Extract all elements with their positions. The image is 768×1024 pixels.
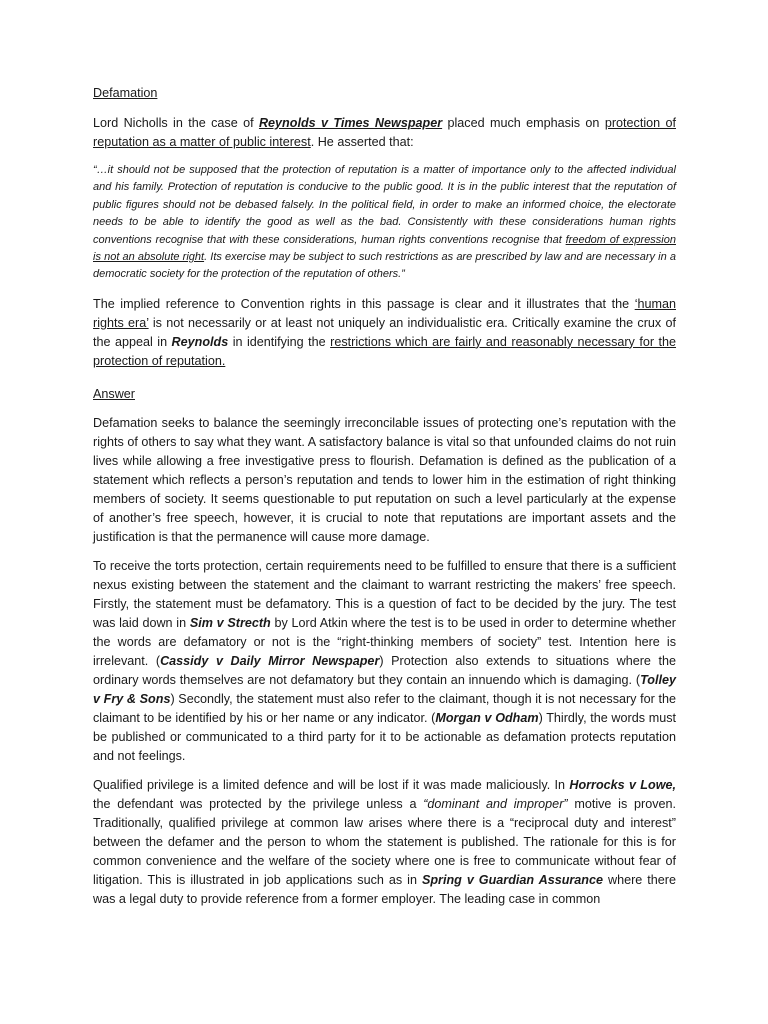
answer-heading	[93, 385, 676, 404]
heading-text: Defamation	[93, 86, 158, 100]
answer-paragraph-1: Defamation seeks to balance the seemingly irreconcilable issues of protecting one’s reputation with the rights of others to say what they want. A satisfactory balance is vital so that unfounded claims do not ruin lives while allowing a free investigative press to flourish. Defamation is defined as the publication of a statement which reflects a person’s reputation and tends to lower him in the estimation of right thinking members of society. It seems questionable to put reputation on such a level particularly at the expense of another’s free speech, however, it is crucial to note that reputations are important assets and the justification is that the permanence will cause more damage.	[93, 415, 676, 544]
paragraph-text: where there was a legal duty to provide reference from a former employer. The leading case in common	[93, 872, 676, 906]
paragraph-text: by Lord Atkin where the test is to be used in order to determine whether the words are defamatory or not is the “right-thinking members of society” test. Intention here is irrelevant. (	[93, 615, 676, 668]
question-intro-text: placed much emphasis on	[442, 116, 605, 130]
quote-underlined-phrase: freedom of expression is not an absolute right	[93, 233, 676, 264]
case-morgan: Morgan v Odham	[435, 710, 539, 725]
paragraph-text: Qualified privilege is a limited defence and will be lost if it was made maliciously. In	[93, 777, 570, 792]
case-tolley: Tolley v Fry & Sons	[93, 672, 676, 706]
quote-text: . Its exercise may be subject to such restrictions as are prescribed by law and are necessary in a democratic society for the protection of the reputation of others.”	[93, 251, 676, 281]
case-reynolds-short: Reynolds	[171, 334, 229, 349]
answer-heading-text: Answer	[93, 386, 135, 401]
quote-text: “…it should not be supposed that the protection of reputation is a matter of importance only to the affected individual and his family. Protection of reputation is conducive to the public good. It is in the public interest that the reputation of public figures should not be debased falsely. In the political field, in order to make an informed choice, the electorate needs to be able to identify the good as well as the bad. Consistently with these considerations human rights conventions recognise that with these considerations, human rights conventions recognise that	[93, 164, 676, 246]
dominant-improper-phrase: “dominant and improper”	[423, 796, 568, 811]
document-page	[93, 84, 676, 909]
restrictions-phrase: restrictions which are fairly and reasonably necessary for the protection of reputation.	[93, 334, 677, 368]
question-intro-text: . He asserted that:	[310, 135, 414, 149]
case-spring: Spring v Guardian Assurance	[421, 872, 604, 887]
case-sim: Sim v Strecth	[189, 615, 271, 630]
document-heading	[93, 84, 676, 103]
answer-paragraph-3	[93, 776, 676, 909]
question-intro	[93, 114, 676, 152]
answer-paragraph-2	[93, 557, 676, 766]
paragraph-text: ) Protection also extends to situations where the ordinary words themselves are not defamatory but they contain an innuendo which is damaging. (	[93, 653, 676, 687]
human-rights-era: ‘human rights era’	[93, 296, 676, 330]
question-task	[93, 295, 676, 371]
paragraph-text: ) Thirdly, the words must be published or communicated to a third party for it to be actionable as defamation protects reputation and not feelings.	[93, 710, 676, 763]
paragraph-text: To receive the torts protection, certain requirements need to be fulfilled to ensure that there is a sufficient nexus existing between the statement and the claimant to warrant restricting the makers’ free speech. Firstly, the statement must be defamatory. This is a question of fact to be decided by the jury. The test was laid down in	[93, 558, 676, 630]
paragraph-text: ) Secondly, the statement must also refer to the claimant, though it is not necessary for the claimant to be identified by his or her name or any indicator. (	[93, 691, 676, 725]
paragraph-text: the defendant was protected by the privilege unless a	[93, 796, 424, 811]
task-text: in identifying the	[228, 334, 331, 349]
case-cassidy: Cassidy v Daily Mirror Newspaper	[160, 653, 380, 668]
task-text: is not necessarily or at least not uniquely an individualistic era. Critically examine the crux of the appeal in	[93, 315, 676, 349]
case-reynolds: Reynolds v Times Newspaper	[258, 116, 443, 130]
protection-phrase: protection of reputation as a matter of public interest	[93, 116, 676, 149]
case-horrocks: Horrocks v Lowe,	[569, 777, 676, 792]
task-text: The implied reference to Convention rights in this passage is clear and it illustrates that the	[93, 296, 635, 311]
question-intro-text: Lord Nicholls in the case of	[93, 116, 259, 130]
nicholls-quote	[93, 162, 676, 284]
paragraph-text: motive is proven. Traditionally, qualified privilege at common law arises where there is a “reciprocal duty and interest” between the defamer and the person to whom the statement is published. The rationale for this is for common convenience and the welfare of the society where one is free to communicate without fear of litigation. This is illustrated in job applications such as in	[93, 796, 677, 887]
